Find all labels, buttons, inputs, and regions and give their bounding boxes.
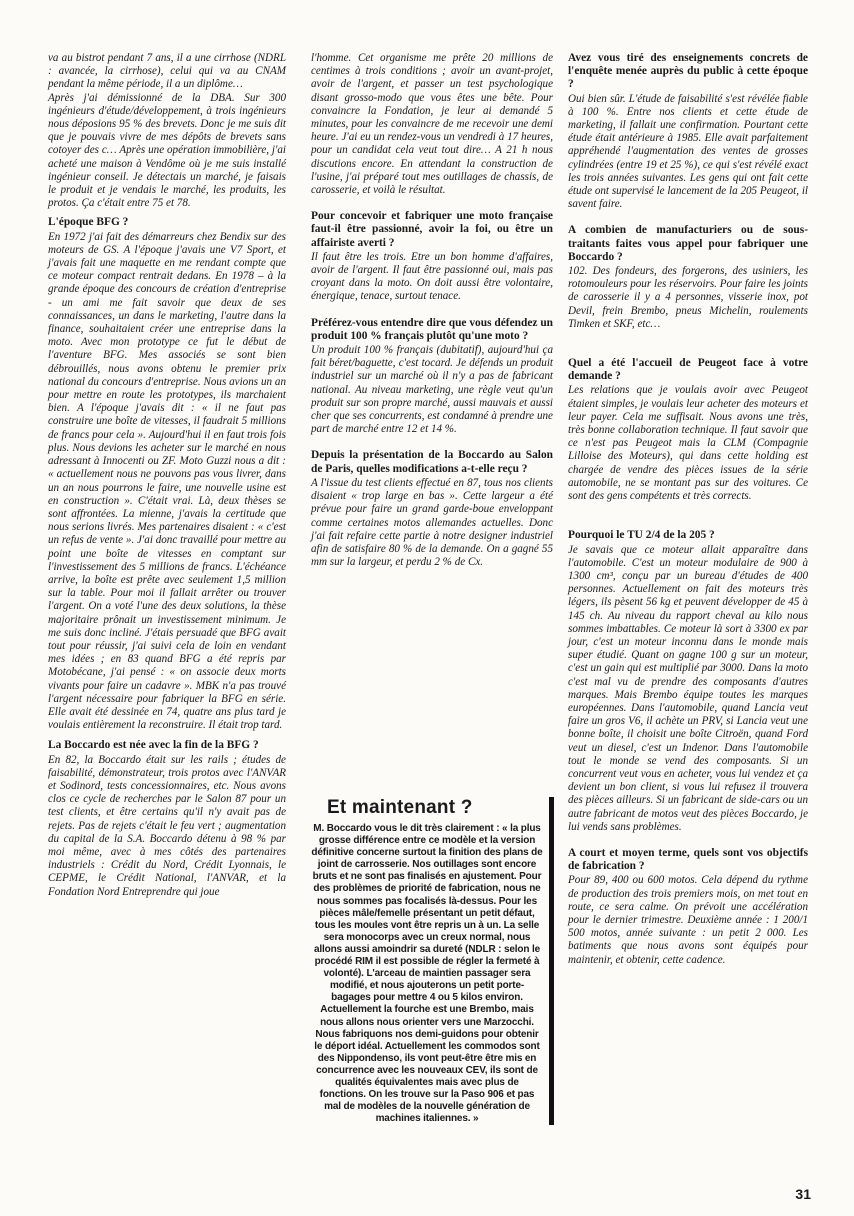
question-heading: Préférez-vous entendre dire que vous défendez un produit 100 % français plutôt qu'une moto ? [311, 316, 553, 342]
paragraph: va au bistrot pendant 7 ans, il a une cirrhose (NDRL : avancée, la cirrhose), celui qui va au CNAM pendant la même période, il a un diplôme… [48, 52, 286, 91]
question-heading: Pourquoi le TU 2/4 de la 205 ? [568, 529, 715, 542]
question-heading: Depuis la présentation de la Boccardo au Salon de Paris, quelles modifications a-t-elle reçu ? [311, 449, 553, 475]
box-title: Et maintenant ? [327, 797, 473, 818]
question-heading: A court et moyen terme, quels sont vos objectifs de fabrication ? [568, 846, 808, 873]
box-intro: M. Boccardo vous le dit très clairement : [313, 823, 500, 834]
sidebar-box [311, 797, 554, 1125]
paragraph: l'homme. Cet organisme me prête 20 millions de centimes à trois conditions ; avoir un avant-projet, avoir de l'argent, et passer un test psychologique disant grosso-modo que vous êtes une bête. Pour convaincre la Fondation, je leur ai demandé 5 minutes, pour les convaincre de me recevoir une demi heure. J'ai eu un rendez-vous un vendredi à 17 heures, pour un candidat cela veut tout dire… A 21 h nous discutions encore. En attendant la construction de l'usine, j'ai préparé tout mes outillages de chassis, de carosserie, et voilà le résultat. [311, 52, 553, 197]
paragraph: Il faut être les trois. Etre un bon homme d'affaires, avoir de l'argent. Il faut être passionné oui, mais pas croyant dans la moto. On doit aussi être volontaire, énergique, tenace, surtout tenace. [311, 250, 553, 303]
paragraph: Les relations que je voulais avoir avec Peugeot étaient simples, je voulais leur acheter des moteurs et leur payer. Cela me suffisait. Nous avons une très, très bonne collaboration technique. Il faut savoir que ce n'est pas Peugeot mais la CLM (Compagnie Lilloise des Moteurs), qui dans cette holding est chargée de vendre des pièces issues de la série automobile, ne se montant pas sur des voitures. Ce sont des gens compétents et très corrects. [568, 384, 808, 503]
column-2 [311, 52, 553, 569]
question-heading: Avez vous tiré des enseignements concrets de l'enquête menée auprès du public à cette époque ? [568, 52, 808, 91]
paragraph: Après j'ai démissionné de la DBA. Sur 300 ingénieurs d'étude/développement, à trois ingénieurs nous déposions 95 % des brevets. Donc je me suis dit que je pouvais vivre de mes dépôts de brevets sans cotoyer des c… Après une opération immobilière, j'ai acheté une maison à Vendôme où je me suis installé ingénieur conseil. Je détectais un marché, je faisais le produit et je vendais le marché, les produits, les protos. Ça c'était entre 75 et 78. [48, 91, 286, 210]
paragraph: A l'issue du test clients effectué en 87, tous nos clients disaient « trop large en bas ». Cette largeur a été prévue pour faire un grand garde-boue enveloppant comme certaines motos allemandes actuelles. Donc j'ai fait refaire cette partie à notre designer industriel afin de satisfaire 80 % de la demande. On a gagné 55 mm sur la largeur, et perdu 2 % de Cx. [311, 476, 553, 569]
column-3 [568, 52, 808, 967]
column-1 [48, 52, 286, 899]
paragraph: Je savais que ce moteur allait apparaître dans l'automobile. C'est un moteur modulaire de 900 à 1300 cm³, conçu par un bureau d'études de 400 personnes. Actuellement on fait des moteurs très légers, ils pèsent 56 kg et peuvent développer de 45 à 145 ch. Au niveau du rapport cheval au kilo nous sommes imbattables. Ce moteur là sort à 3300 ex par jour, c'est un moteur inconnu dans le monde mais super étudié. Quant on gagne 100 g sur un moteur, c'est un gain qui est multiplié par 3000. Dans la moto c'est mal vu de prendre des composants d'autres marques. Mais Brembo équipe toutes les marques européennes. Dans l'automobile, quand Lancia veut faire un gros V6, il achète un PRV, si Lancia veut une bonne boîte, il choisit une boîte Citroën, quand Ford veut un diesel, c'est un Indenor. Dans l'automobile tout le monde se vend des composants. Si un concurrent veut vous en acheter, vous lui vendez et ça devient un bon client, si vous lui refusez il trouvera des pièces ailleurs. Si un fabricant de side-cars ou un autre fabricant de motos veut des pièces Boccardo, je lui vends sans problèmes. [568, 543, 808, 833]
box-text [311, 823, 543, 1125]
question-heading: La Boccardo est née avec la fin de la BFG ? [48, 739, 259, 752]
question-heading: A combien de manufacturiers ou de sous-traitants faites vous appel pour fabriquer une Boccardo ? [568, 224, 808, 263]
paragraph: En 1972 j'ai fait des démarreurs chez Bendix sur des moteurs de GS. A l'époque j'avais une V7 Sport, et j'avais fait une maquette en me rendant compte que ce moteur compact rentrait dedans. En 1978 – à la grande époque des concours de création d'entreprise - un ami me fait savoir que deux de ses connaissances, un dans le marketing, l'autre dans la finance, souhaitaient créer une entreprise dans la moto. Avec mon prototype ce fut le début de l'aventure BFG. Mes associés se sont bien débrouillés, nous avons obtenu le premier prix national du concours d'entreprise. Nous avions un an pour mettre en route les prototypes, ils marchaient bien. A l'époque j'avais dit : « il ne faut pas construire une boîte de vitesses, il faudrait 5 millions de francs pour cela ». Aujourd'hui il en faut trois fois plus. Nous devions les acheter sur le marché en nous adressant à Innocenti ou ZF. Moto Guzzi nous a dit : « actuellement nous ne pouvons pas vous livrer, dans un an nous pourrons le faire, une nouvelle usine est en construction ». C'était vrai. Là, deux thèses se sont affrontées. La mienne, j'avais la certitude que nous serions livrés. Mes partenaires disaient : « c'est un refus de vente ». J'ai donc travaillé pour mettre au point une boîte de vitesses en comptant sur l'investissement des 5 millions de francs. L'échéance arrive, la boîte est prête avec seulement 1,5 million sur la table. Pour moi il fallait arrêter ou trouver l'argent. On a voté l'une des deux solutions, la thèse majoritaire prônait un investissement minimum. Je me suis donc incliné. J'étais persuadé que BFG avait tout pour réussir, j'ai suivi cela de loin en vendant mes idées ; en 83 quand BFG a été repris par Motobécane, j'ai pensé : « on associe deux morts vivants pour faire un cadavre ». MBK n'a pas trouvé l'argent nécessaire pour fabriquer la BFG en série. Elle avait été dessinée en 74, quatre ans plus tard je voulais entièrement la reconstruire. Il était trop tard. [48, 230, 286, 732]
paragraph: Oui bien sûr. L'étude de faisabilité s'est révélée fiable à 100 %. Entre nos clients et cette étude de marketing, il fallait une confirmation. Pourtant cette étude était antérieure à 1985. Elle avait parfaitement appréhendé l'augmentation des ventes de grosses cylindrées (entre 19 et 25 %), ce qui s'est révélé exact les trois années suivantes. Les gens qui ont fait cette étude ont supervisé le lancement de la 205 Peugeot, il savent faire. [568, 92, 808, 211]
paragraph: En 82, la Boccardo était sur les rails ; études de faisabilité, démonstrateur, trois protos avec l'ANVAR et Sodinord, tests concessionnaires, etc. Nous avons clos ce cycle de recherches par le Salon 87 pour un test clients, et être certains qu'il n'y avait pas de rejets. Pas de rejets c'était le feu vert ; augmentation du capital de la S.A. Boccardo détenu à 98 % par moi même, avec à mes côtés des partenaires industriels : Crédit du Nord, Crédit Lyonnais, le CEPME, le Crédit National, l'ANVAR, et la Fondation Nord Entreprendre qui joue [48, 753, 286, 898]
question-heading: Pour concevoir et fabriquer une moto française faut-il être passionné, avoir la foi, ou être un affairiste averti ? [311, 210, 553, 249]
paragraph: Un produit 100 % français (dubitatif), aujourd'hui ça fait béret/baguette, c'est tocard. Je défends un produit industriel sur un marché où il n'y a pas de fabricant national. Au niveau marketing, une règle veut qu'un produit sur son propre marché, aussi mauvais et aussi cher que ses concurrents, est condamné à prendre une part de marché entre 12 et 14 %. [311, 344, 553, 436]
page-number: 31 [795, 1186, 811, 1202]
box-body: « la plus grosse différence entre ce modèle et la version définitive concerne surtout la finition des plans de joint de carrosserie. Nos outillages sont encore bruts et ne sont pas finalisés en ajustement. Pour des problèmes de priorité de fabrication, nous ne nous sommes pas focalisés là-dessus. Pour les pièces mâle/femelle présentant un petit défaut, tous les moules vont être repris un à un. La selle sera monocorps avec un creux normal, nous allons aussi amoindrir sa dureté (NDLR : selon le procédé RIM il est possible de régler la fermeté à volonté). L'arceau de maintien passager sera modifié, et nous ajouterons un petit porte-bagages pour mettre 4 ou 5 kilos environ. Actuellement la fourche est une Brembo, mais nous allons nous orienter vers une Marzocchi. Nous fabriquons nos demi-guidons pour obtenir le déport idéal. Actuellement les commodos sont des Nippondenso, ils vont peut-être être mis en concurrence avec les nouveaux CEV, ils sont de qualités équivalentes mais avec plus de fonctions. On les trouve sur la Paso 906 et pas mal de modèles de la nouvelle génération de machines italiennes. » [311, 823, 543, 1125]
question-heading: L'époque BFG ? [48, 216, 129, 229]
paragraph: Pour 89, 400 ou 600 motos. Cela dépend du rythme de production des trois premiers mois, on met tout en route, ce sera calme. On prévoit une accélération pour le dernier trimestre. Deuxième année : 1 200/1 500 motos, année suivante : un petit 2 000. Les batiments que nous avons sont équipés pour maintenir, et obtenir, cette cadence. [568, 874, 808, 966]
paragraph: 102. Des fondeurs, des forgerons, des usiniers, les rotomouleurs pour les réservoirs. Pour faire les joints de carosserie il y a 4 personnes, visserie inox, pot Devil, frein Brembo, pneus Michelin, roulements Timken et SKF, etc… [568, 265, 808, 330]
question-heading: Quel a été l'accueil de Peugeot face à votre demande ? [568, 357, 808, 383]
